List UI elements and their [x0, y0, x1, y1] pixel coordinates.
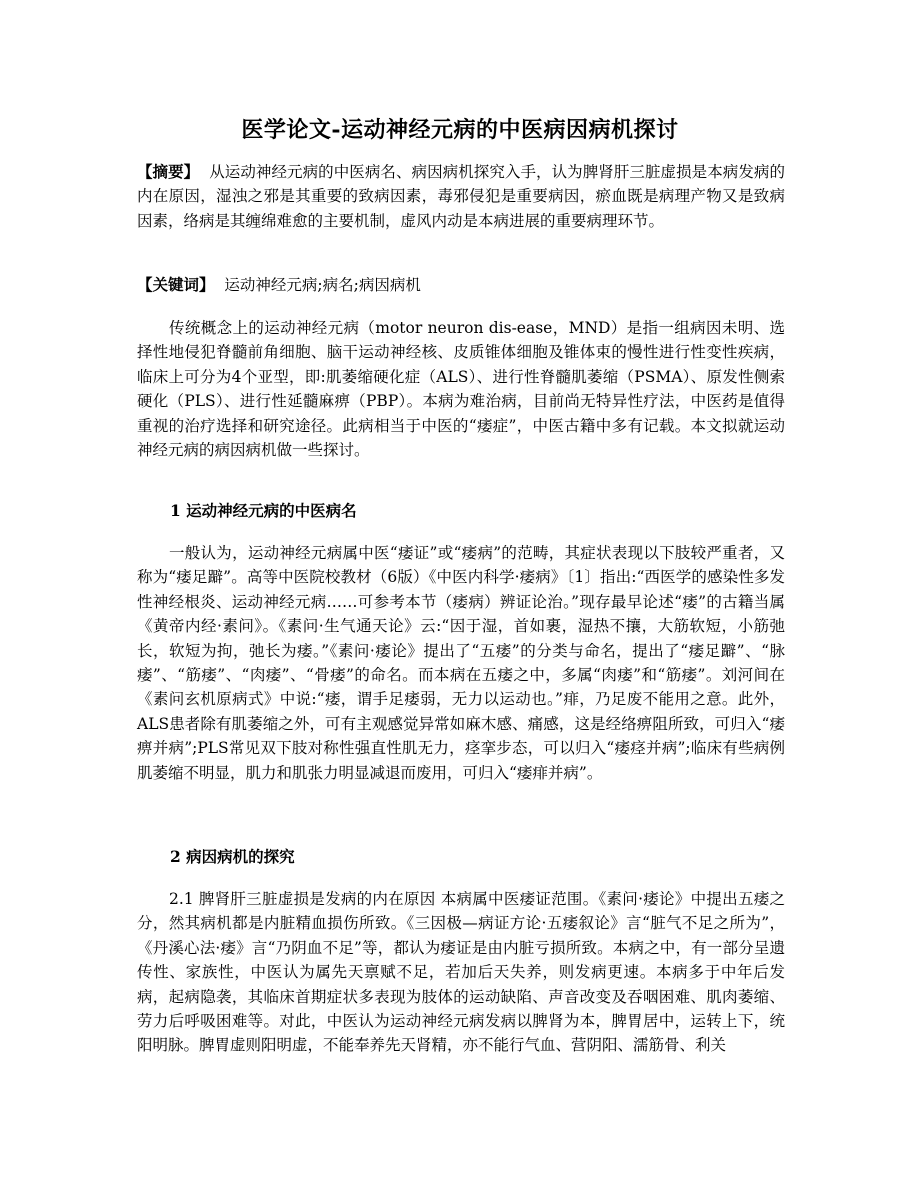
section2-text: 2.1 脾肾肝三脏虚损是发病的内在原因 本病属中医痿证范围。《素问·痿论》中提出五痿之分，然其病机都是内脏精血损伤所致。《三因极—病证方论·五痿叙论》言“脏气不足之所为”，《丹溪心法·痿》言“乃阴血不足”等，都认为痿证是由内脏亏损所致。本病之中，有一部分呈遗传性、家族性，中医认为属先天禀赋不足，若加后天失养，则发病更速。本病多于中年后发病，起病隐袭，其临床首期症状多表现为肢体的运动缺陷、声音改变及吞咽困难、肌肉萎缩、劳力后呼吸困难等。对此，中医认为运动神经元病发病以脾肾为本，脾胃居中，运转上下，统阳明脉。脾胃虚则阳明虚，不能奉养先天肾精，亦不能行气血、营阴阳、濡筋骨、利关 [137, 890, 785, 1055]
keywords-paragraph [137, 273, 785, 297]
abstract-label: 【摘要】 [137, 162, 200, 181]
section2-heading: 2 病因病机的探究 [170, 847, 295, 866]
abstract-paragraph [137, 160, 785, 233]
keywords-label: 【关键词】 [137, 275, 215, 294]
section1-heading: 1 运动神经元病的中医病名 [170, 501, 357, 520]
section1-paragraph [137, 541, 785, 785]
section2-paragraph [137, 887, 785, 1058]
intro-text: 传统概念上的运动神经元病（motor neuron dis-ease，MND）是指一组病因未明、选择性地侵犯脊髓前角细胞、脑干运动神经核、皮质锥体细胞及锥体束的慢性进行性变性疾病，临床上可分为4个亚型，即:肌萎缩硬化症（ALS）、进行性脊髓肌萎缩（PSMA）、原发性侧索硬化（PLS）、进行性延髓麻痹（PBP）。本病为难治病，目前尚无特异性疗法，中医药是值得重视的治疗选择和研究途径。此病相当于中医的“痿症”，中医古籍中多有记载。本文拟就运动神经元病的病因病机做一些探讨。 [137, 319, 785, 460]
document-title: 医学论文-运动神经元病的中医病因病机探讨 [241, 117, 679, 143]
keywords-text: 运动神经元病;病名;病因病机 [224, 276, 421, 294]
section1-text: 一般认为，运动神经元病属中医“痿证”或“痿病”的范畴，其症状表现以下肢较严重者，又称为“痿足躃”。高等中医院校教材（6版）《中医内科学·痿病》〔1〕指出:“西医学的感染性多发性神经根炎、运动神经元病……可参考本节（痿病）辨证论治。”现存最早论述“痿”的古籍当属《黄帝内经·素问》。《素问·生气通天论》云:“因于湿，首如裹，湿热不攘，大筋软短，小筋弛长，软短为拘，弛长为痿。”《素问·痿论》提出了“五痿”的分类与命名，提出了“痿足躃”、“脉痿”、“筋痿”、“肉痿”、“骨痿”的命名。而本病在五痿之中，多属“肉痿”和“筋痿”。刘河间在《素问玄机原病式》中说:“痿，谓手足痿弱，无力以运动也。”痱，乃足废不能用之意。此外，ALS患者除有肌萎缩之外，可有主观感觉异常如麻木感、痛感，这是经络痹阻所致，可归入“痿痹并病”;PLS常见双下肢对称性强直性肌无力，痉挛步态，可以归入“痿痉并病”;临床有些病例肌萎缩不明显，肌力和肌张力明显减退而废用，可归入“痿痱并病”。 [137, 544, 785, 782]
intro-paragraph [137, 316, 785, 462]
abstract-text: 从运动神经元病的中医病名、病因病机探究入手，认为脾肾肝三脏虚损是本病发病的内在原因，湿浊之邪是其重要的致病因素，毒邪侵犯是重要病因，瘀血既是病理产物又是致病因素，络病是其缠绵难愈的主要机制，虚风内动是本病进展的重要病理环节。 [137, 163, 785, 230]
